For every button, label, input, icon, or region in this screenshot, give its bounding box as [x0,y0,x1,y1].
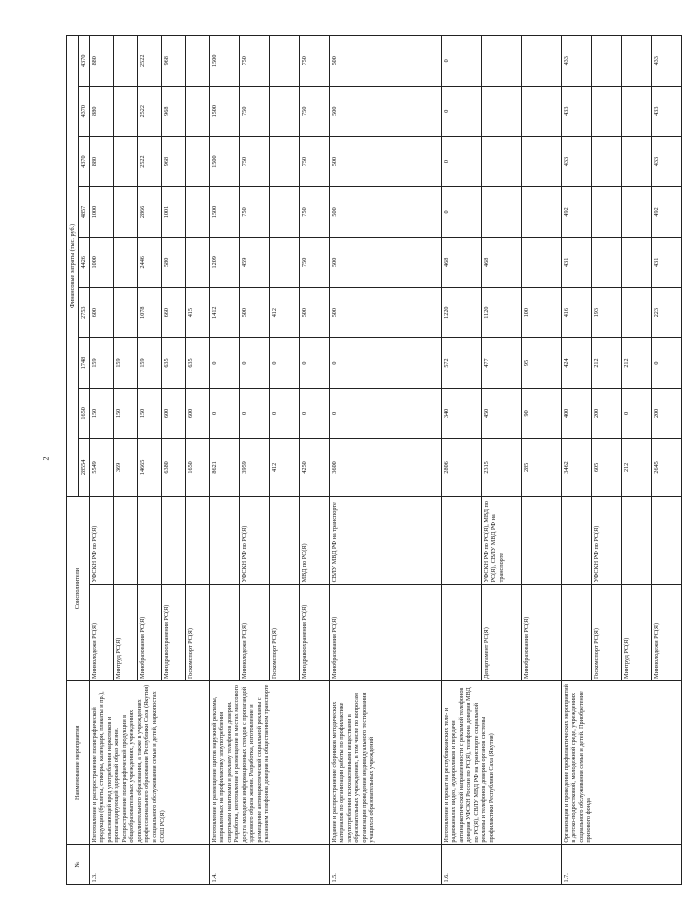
cost-cell [592,187,622,237]
cost-cell: 193 [592,287,622,337]
cost-cell: 200 [592,388,622,438]
cost-cell [186,36,210,87]
header-cost-col-4: 4426 [79,237,90,287]
cost-cell: 223 [652,287,682,337]
item-name: Организация и проведение профилактических мероприятий в детско-подростковой, молодежной среде, учреждениях социального обслуживания семьи и детей. Приобретение призового фонда [562,681,682,845]
cost-cell: 0 [442,86,482,136]
cost-cell: 433 [562,86,592,136]
cost-cell: 4250 [300,439,330,497]
cost-cell [592,136,622,186]
cost-cell: 1209 [210,237,240,287]
header-cost-col-0: 28554 [79,439,90,497]
cost-cell: 14665 [138,439,162,497]
cost-cell: 0 [622,388,652,438]
cost-cell [270,86,300,136]
item-name: Издание и распространение сборников методических материалов по организации работы по профилактике злоупотребления психоактивными веществами в образовательных учреждениях, в том числе по вопросам организации проведения индивидуального тестирования учащихся образовательных учреждений [330,681,442,845]
cost-cell: 600 [186,388,210,438]
cost-cell [592,86,622,136]
cost-cell: 369 [114,439,138,497]
executor-cell: Минтруд РС(Я) [622,584,652,681]
cost-cell [114,36,138,87]
cost-cell: 492 [652,187,682,237]
table-row [90,36,114,885]
item-number: 1.6. [442,845,562,885]
executor-cell [562,584,592,681]
item-number: 1.5. [330,845,442,885]
executor-cell: Минобразования РС(Я) [138,584,162,681]
cost-cell: 212 [592,338,622,388]
cost-cell: 159 [90,338,114,388]
cost-cell: 2645 [652,439,682,497]
cost-cell: 1220 [442,287,482,337]
cost-cell [186,237,210,287]
cost-cell: 424 [562,338,592,388]
co-executor-cell [210,496,240,584]
cost-cell: 500 [330,287,442,337]
cost-cell: 0 [442,36,482,87]
cost-cell: 285 [522,439,562,497]
cost-cell: 750 [300,237,330,287]
cost-cell: 880 [90,36,114,87]
cost-cell [114,237,138,287]
header-cost-col-8: 4370 [79,36,90,87]
cost-cell: 1500 [210,136,240,186]
header-cost-col-7: 4370 [79,86,90,136]
cost-cell [482,36,522,87]
cost-cell: 400 [562,388,592,438]
header-cost-col-2: 1748 [79,338,90,388]
co-executor-cell: УФСКН РФ по РС(Я) [240,496,270,584]
cost-cell: 2866 [138,187,162,237]
header-costs: Финансовые затраты (тыс. руб.) [67,36,79,497]
executor-cell: Минздравоохранения РС(Я) [300,584,330,681]
cost-cell: 433 [652,136,682,186]
cost-cell: 968 [162,136,186,186]
cost-cell: 500 [330,237,442,287]
co-executor-cell [622,496,652,584]
item-number: 1.7. [562,845,682,885]
cost-cell [186,86,210,136]
header-no: № [67,845,90,885]
item-name: Изготовление и распространение полиграфической продукции (буклеты, стикеры, календари, плакаты и пр.), разъясняющей вред употребления наркотиков и пропагандирующей здоровый образ жизни. Распространение полиграфической продукции в общеобразовательных учреждениях, учреждениях дополнительного образования, а также в учреждениях профессионального образования Республики Саха (Якутия) и социального обслуживания семьи и детей, наркопостах СОШ РС(Я) [90,681,210,845]
cost-cell [186,187,210,237]
executor-cell: Минмолодежи РС(Я) [652,584,682,681]
table-row [330,36,442,885]
header-name: Наименование мероприятия [67,681,90,845]
executor-cell: Минздравоохранения РС(Я) [162,584,186,681]
cost-cell: 1500 [210,86,240,136]
cost-cell: 0 [270,338,300,388]
cost-cell: 2522 [138,136,162,186]
executor-cell: Минобразования РС(Я) [522,584,562,681]
cost-cell [622,287,652,337]
cost-cell: 212 [622,439,652,497]
cost-cell: 0 [330,338,442,388]
co-executor-cell: УФСКН РФ по РС(Я) [592,496,622,584]
cost-cell: 0 [210,338,240,388]
cost-cell: 8621 [210,439,240,497]
cost-cell: 750 [240,36,270,87]
executor-cell: Минмолодежи РС(Я) [240,584,270,681]
cost-cell: 580 [162,237,186,287]
cost-cell: 412 [270,439,300,497]
cost-cell: 500 [330,36,442,87]
cost-cell: 2522 [138,86,162,136]
cost-cell: 492 [562,187,592,237]
cost-cell: 2446 [138,237,162,287]
cost-cell [270,187,300,237]
cost-cell: 159 [114,338,138,388]
executor-cell: Минобразования РС(Я) [330,584,442,681]
cost-cell: 0 [652,338,682,388]
header-cost-col-1: 1650 [79,388,90,438]
cost-cell: 1000 [90,187,114,237]
cost-cell [522,136,562,186]
cost-cell: 431 [652,237,682,287]
co-executor-cell: УФСКН РФ по РС(Я), МВД по РС(Я), СВЛУ МВД РФ на транспорте [482,496,522,584]
cost-cell: 433 [562,36,592,87]
cost-cell: 500 [240,287,270,337]
cost-cell: 600 [162,388,186,438]
rotated-page [66,35,660,885]
cost-cell [270,36,300,87]
cost-cell: 468 [442,237,482,287]
executor-cell: Минмолодежи РС(Я) [90,584,114,681]
cost-cell: 6380 [162,439,186,497]
cost-cell [522,86,562,136]
co-executor-cell [522,496,562,584]
cost-cell [622,136,652,186]
cost-cell [186,136,210,186]
header-executors: Соисполнители [67,496,90,681]
cost-cell: 2315 [482,439,522,497]
cost-cell: 415 [186,287,210,337]
cost-cell: 660 [162,287,186,337]
cost-cell [522,187,562,237]
executor-cell: Госкомспорт РС(Я) [592,584,622,681]
cost-cell: 750 [300,86,330,136]
cost-cell: 1001 [162,187,186,237]
cost-cell: 212 [622,338,652,388]
executor-cell [442,584,482,681]
cost-cell [622,237,652,287]
cost-cell [114,287,138,337]
cost-cell: 2806 [442,439,482,497]
cost-cell: 750 [240,136,270,186]
cost-cell [622,36,652,87]
item-number: 1.3. [90,845,210,885]
cost-cell: 0 [442,136,482,186]
cost-cell: 750 [240,187,270,237]
cost-cell: 150 [90,388,114,438]
cost-cell: 433 [652,86,682,136]
cost-cell: 416 [562,287,592,337]
cost-cell: 0 [442,187,482,237]
co-executor-cell [270,496,300,584]
cost-cell: 500 [330,187,442,237]
page-number: 2 [41,456,51,461]
executor-cell: Департамент РС(Я) [482,584,522,681]
table-row [562,36,592,885]
header-cost-col-3: 2753 [79,287,90,337]
cost-cell: 1500 [210,187,240,237]
cost-cell: 1078 [138,287,162,337]
executor-cell: Госкомспорт РС(Я) [270,584,300,681]
cost-cell: 95 [522,338,562,388]
table-row [442,36,482,885]
cost-cell: 433 [652,36,682,87]
co-executor-cell [114,496,138,584]
cost-cell: 968 [162,86,186,136]
cost-cell: 431 [562,237,592,287]
cost-cell [114,86,138,136]
cost-cell: 500 [300,287,330,337]
cost-cell: 1500 [210,36,240,87]
cost-cell: 750 [300,187,330,237]
co-executor-cell: УФСКН РФ по РС(Я) [90,496,114,584]
cost-cell [482,136,522,186]
cost-cell: 0 [330,388,442,438]
cost-cell: 0 [210,388,240,438]
co-executor-cell [442,496,482,584]
cost-cell [592,36,622,87]
cost-cell [270,237,300,287]
budget-table [66,35,682,885]
cost-cell: 459 [240,237,270,287]
cost-cell: 750 [240,86,270,136]
cost-cell [114,136,138,186]
cost-cell: 1650 [186,439,210,497]
cost-cell: 5549 [90,439,114,497]
cost-cell [270,136,300,186]
item-number: 1.4. [210,845,330,885]
cost-cell: 500 [330,136,442,186]
cost-cell: 200 [652,388,682,438]
cost-cell [482,86,522,136]
cost-cell: 1000 [90,237,114,287]
co-executor-cell [652,496,682,584]
co-executor-cell [138,496,162,584]
item-name: Изготовление и прокат на республиканских теле- и радиоканалах видео, аудиороликов и передачи антинаркотической направленности с рекламой телефонов доверия УФСКН России по РС(Я), телефона доверия МВД по РС(Я), СВЛУ МВД РФ на транспорте социальной рекламы и телефонов доверия органов системы профилактики Республики Саха (Якутия) [442,681,562,845]
co-executor-cell [162,496,186,584]
cost-cell: 477 [482,338,522,388]
cost-cell: 880 [90,136,114,186]
cost-cell [592,237,622,287]
cost-cell: 1412 [210,287,240,337]
cost-cell: 635 [162,338,186,388]
cost-cell: 3600 [330,439,442,497]
header-cost-col-6: 4370 [79,136,90,186]
cost-cell: 0 [270,388,300,438]
cost-cell: 600 [90,287,114,337]
cost-cell: 750 [300,136,330,186]
co-executor-cell [186,496,210,584]
item-name: Изготовление и размещение щитов наружной рекламы, направленных на профилактику злоупотребления спиртными напитками и рекламу телефонов доверия. Разработка, изготовление и размещение в местах массового досуга молодежи информационных стендов с пропагандой здорового образа жизни. Разработка, изготовление и размещение антинаркотической социальной рекламы с указанием телефонов доверия на общественном транспорте [210,681,330,845]
co-executor-cell [562,496,592,584]
cost-cell [622,86,652,136]
co-executor-cell: СВЛУ МВД РФ на транспорте [330,496,442,584]
cost-cell [482,187,522,237]
cost-cell: 450 [482,388,522,438]
cost-cell: 468 [482,237,522,287]
table-row [210,36,240,885]
executor-cell [210,584,240,681]
cost-cell: 100 [522,287,562,337]
cost-cell: 635 [186,338,210,388]
header-cost-col-5: 4857 [79,187,90,237]
cost-cell: 0 [300,338,330,388]
cost-cell: 150 [138,388,162,438]
executor-cell: Минтруд РС(Я) [114,584,138,681]
cost-cell: 412 [270,287,300,337]
cost-cell: 572 [442,338,482,388]
cost-cell [522,36,562,87]
cost-cell: 0 [240,388,270,438]
cost-cell: 3959 [240,439,270,497]
executor-cell: Госкомспорт РС(Я) [186,584,210,681]
cost-cell [622,187,652,237]
cost-cell: 0 [300,388,330,438]
cost-cell: 433 [562,136,592,186]
cost-cell: 159 [138,338,162,388]
co-executor-cell: МВД по РС(Я) [300,496,330,584]
cost-cell: 500 [330,86,442,136]
cost-cell [114,187,138,237]
cost-cell [522,237,562,287]
cost-cell: 968 [162,36,186,87]
cost-cell: 1120 [482,287,522,337]
cost-cell: 750 [300,36,330,87]
cost-cell: 90 [522,388,562,438]
cost-cell: 605 [592,439,622,497]
cost-cell: 3462 [562,439,592,497]
cost-cell: 0 [240,338,270,388]
cost-cell: 340 [442,388,482,438]
cost-cell: 880 [90,86,114,136]
cost-cell: 150 [114,388,138,438]
cost-cell: 2522 [138,36,162,87]
